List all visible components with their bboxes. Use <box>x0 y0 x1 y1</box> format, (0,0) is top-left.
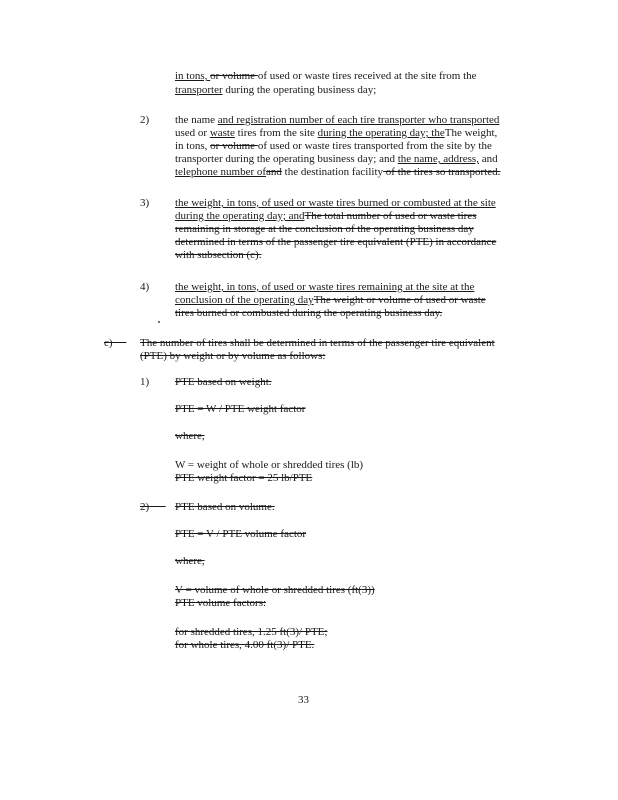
text-run: during the operating business day; <box>222 84 377 96</box>
text-run: of used or waste tires transported from the site by the <box>257 140 492 152</box>
text-run: during the operating day; and <box>175 210 305 222</box>
item-3-line <box>175 210 477 223</box>
section-c-label: c) <box>104 337 113 349</box>
item-4-line <box>175 281 474 294</box>
section-c-line-1: The number of tires shall be determined in terms of the passenger tire equivalent <box>140 337 495 349</box>
sub-1-number: 1) <box>140 376 150 388</box>
text-run: remaining in storage at the conclusion of the operating business day <box>175 223 474 235</box>
text-run: conclusion of the operating day <box>175 294 314 306</box>
text-run: the name, address, <box>397 153 479 165</box>
sub-1-heading: PTE based on weight. <box>175 376 272 388</box>
text-run: and registration number of each tire transporter who transported <box>217 114 500 126</box>
text-run: and <box>266 166 282 178</box>
item-2-line <box>175 153 498 166</box>
sub-2-whole: for whole tires, 4.00 ft(3)/ PTE. <box>175 639 315 651</box>
sub-1-formula: PTE = W / PTE weight factor <box>175 403 306 415</box>
item-3-line <box>175 197 496 210</box>
text-run: The total number of used or waste tires <box>304 210 477 222</box>
sub-1-w-definition: W = weight of whole or shredded tires (lb) <box>175 459 364 471</box>
sub-2-where: where, <box>175 555 205 567</box>
sub-2-label: 2) <box>140 501 150 513</box>
sub-2-volume-factors: PTE volume factors: <box>175 597 267 609</box>
text-run: The weight or volume of used or waste <box>313 294 486 306</box>
sub-2-number <box>140 501 176 514</box>
text-run: with subsection (c). <box>175 249 262 261</box>
sub-1-weight-factor: PTE weight factor = 25 lb/PTE <box>175 472 313 484</box>
item-2-line <box>175 127 497 140</box>
item-3-number: 3) <box>140 197 150 209</box>
item-4-line <box>175 294 486 307</box>
text-run: The weight, <box>444 127 498 139</box>
text-run: the weight, in tons, of used or waste tires remaining at the site at the <box>175 281 475 293</box>
item-3-line <box>175 223 474 236</box>
text-run: the weight, in tons, of used or waste tires burned or combusted at the site <box>175 197 496 209</box>
text-run: used or <box>175 127 210 139</box>
text-run: or volume <box>210 140 258 152</box>
text-run: the name <box>175 114 218 126</box>
item-2-line <box>175 140 492 153</box>
page-number: 33 <box>298 694 309 706</box>
text-run: of the tires so transported. <box>383 166 501 178</box>
item-4-number: 4) <box>140 281 150 293</box>
item-3-line <box>175 236 496 249</box>
item-2-line <box>175 114 499 127</box>
text-run: waste <box>209 127 235 139</box>
text-run: transporter <box>175 84 223 96</box>
sub-2-formula: PTE = V / PTE volume factor <box>175 528 307 540</box>
para-cont-line-2 <box>175 84 376 97</box>
item-4-line <box>175 307 442 320</box>
text-run: telephone number of <box>175 166 267 178</box>
sub-2-heading: PTE based on volume. <box>175 501 275 513</box>
text-run: and <box>478 153 498 165</box>
section-c-line-2: (PTE) by weight or by volume as follows: <box>140 350 326 362</box>
text-run: transporter during the operating business day; and <box>175 153 398 165</box>
text-run: tires from the site <box>234 127 318 139</box>
para-cont-line-1 <box>175 70 477 83</box>
text-run: in tons, <box>175 70 211 82</box>
text-run: the destination facility <box>281 166 384 178</box>
sub-1-where: where, <box>175 430 205 442</box>
section-c-number <box>104 337 140 350</box>
text-run: during the operating day; the <box>317 127 445 139</box>
sub-2-shredded: for shredded tires, 1.25 ft(3)/ PTE; <box>175 626 328 638</box>
stray-mark <box>158 321 160 323</box>
item-2-number: 2) <box>140 114 150 126</box>
item-3-line <box>175 249 261 262</box>
text-run: tires burned or combusted during the operating business day. <box>175 307 443 319</box>
sub-2-v-definition: V = volume of whole or shredded tires (ft(3)) <box>175 584 375 596</box>
text-run: of used or waste tires received at the site from the <box>257 70 477 82</box>
text-run: in tons, <box>175 140 211 152</box>
text-run: determined in terms of the passenger tire equivalent (PTE) in accordance <box>175 236 497 248</box>
text-run: or volume <box>210 70 258 82</box>
item-2-line <box>175 166 500 179</box>
